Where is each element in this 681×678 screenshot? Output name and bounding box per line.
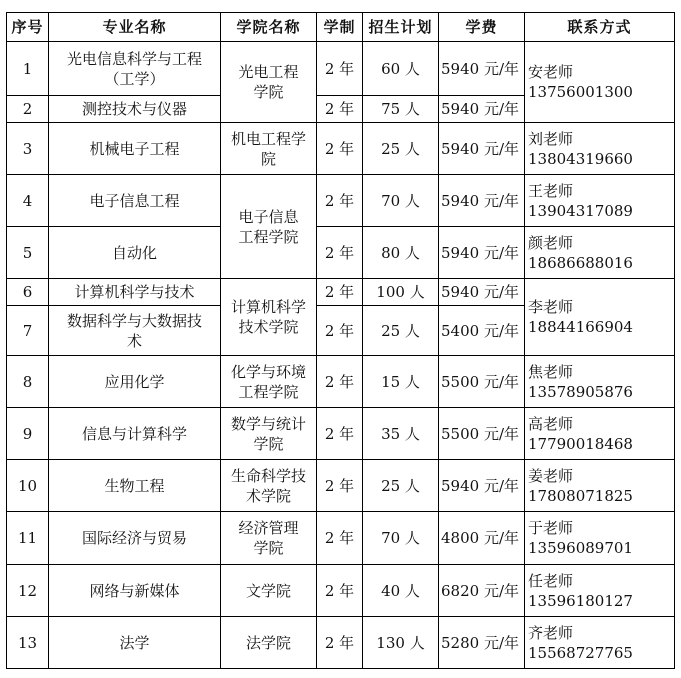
row-number: 6: [7, 279, 49, 306]
college-name: 机电工程学 院: [221, 123, 317, 175]
enrollment-plan: 100 人: [363, 279, 439, 306]
college-name: 光电工程 学院: [221, 42, 317, 123]
enrollment-plan: 15 人: [363, 356, 439, 408]
study-years: 2 年: [317, 96, 363, 123]
table-row: [7, 42, 675, 96]
tuition-fee: 5500 元/年: [439, 408, 525, 460]
study-years: 2 年: [317, 460, 363, 512]
row-number: 3: [7, 123, 49, 175]
major-name: 光电信息科学与工程 （工学）: [49, 42, 221, 96]
header-cell-years: 学制: [317, 13, 363, 42]
table-row: [7, 279, 675, 306]
enrollment-table: [6, 12, 675, 669]
college-name: 经济管理 学院: [221, 512, 317, 565]
study-years: 2 年: [317, 565, 363, 617]
enrollment-plan: 70 人: [363, 512, 439, 565]
major-name: 网络与新媒体: [49, 565, 221, 617]
major-name: 国际经济与贸易: [49, 512, 221, 565]
enrollment-plan: 60 人: [363, 42, 439, 96]
table-row: [7, 565, 675, 617]
college-name: 电子信息 工程学院: [221, 175, 317, 279]
enrollment-plan: 25 人: [363, 123, 439, 175]
contact-info: 任老师 13596180127: [525, 565, 675, 617]
header-cell-fee: 学费: [439, 13, 525, 42]
tuition-fee: 5940 元/年: [439, 123, 525, 175]
study-years: 2 年: [317, 42, 363, 96]
header-row: [7, 13, 675, 42]
header-cell-plan: 招生计划: [363, 13, 439, 42]
contact-info: 刘老师 13804319660: [525, 123, 675, 175]
major-name: 法学: [49, 617, 221, 669]
enrollment-plan: 75 人: [363, 96, 439, 123]
enrollment-plan: 80 人: [363, 227, 439, 279]
row-number: 2: [7, 96, 49, 123]
contact-info: 李老师 18844166904: [525, 279, 675, 356]
contact-info: 王老师 13904317089: [525, 175, 675, 227]
table-row: [7, 460, 675, 512]
table-row: [7, 408, 675, 460]
enrollment-plan: 130 人: [363, 617, 439, 669]
study-years: 2 年: [317, 617, 363, 669]
college-name: 化学与环境 工程学院: [221, 356, 317, 408]
contact-info: 高老师 17790018468: [525, 408, 675, 460]
table-row: [7, 617, 675, 669]
enrollment-plan: 25 人: [363, 460, 439, 512]
contact-info: 姜老师 17808071825: [525, 460, 675, 512]
table-row: [7, 227, 675, 279]
row-number: 5: [7, 227, 49, 279]
major-name: 测控技术与仪器: [49, 96, 221, 123]
study-years: 2 年: [317, 227, 363, 279]
contact-info: 安老师 13756001300: [525, 42, 675, 123]
table-row: [7, 356, 675, 408]
major-name: 数据科学与大数据技 术: [49, 306, 221, 356]
row-number: 9: [7, 408, 49, 460]
college-name: 文学院: [221, 565, 317, 617]
tuition-fee: 5940 元/年: [439, 227, 525, 279]
tuition-fee: 5280 元/年: [439, 617, 525, 669]
contact-info: 焦老师 13578905876: [525, 356, 675, 408]
enrollment-plan: 25 人: [363, 306, 439, 356]
header-cell-no: 序号: [7, 13, 49, 42]
major-name: 机械电子工程: [49, 123, 221, 175]
study-years: 2 年: [317, 123, 363, 175]
college-name: 生命科学技 术学院: [221, 460, 317, 512]
row-number: 4: [7, 175, 49, 227]
study-years: 2 年: [317, 408, 363, 460]
contact-info: 颜老师 18686688016: [525, 227, 675, 279]
tuition-fee: 5400 元/年: [439, 306, 525, 356]
major-name: 计算机科学与技术: [49, 279, 221, 306]
enrollment-plan: 35 人: [363, 408, 439, 460]
table-row: [7, 512, 675, 565]
tuition-fee: 4800 元/年: [439, 512, 525, 565]
header-cell-major: 专业名称: [49, 13, 221, 42]
row-number: 13: [7, 617, 49, 669]
major-name: 应用化学: [49, 356, 221, 408]
tuition-fee: 5500 元/年: [439, 356, 525, 408]
major-name: 自动化: [49, 227, 221, 279]
study-years: 2 年: [317, 175, 363, 227]
row-number: 8: [7, 356, 49, 408]
study-years: 2 年: [317, 356, 363, 408]
tuition-fee: 5940 元/年: [439, 42, 525, 96]
study-years: 2 年: [317, 279, 363, 306]
college-name: 计算机科学 技术学院: [221, 279, 317, 356]
major-name: 电子信息工程: [49, 175, 221, 227]
enrollment-plan: 70 人: [363, 175, 439, 227]
contact-info: 齐老师 15568727765: [525, 617, 675, 669]
header-cell-contact: 联系方式: [525, 13, 675, 42]
row-number: 7: [7, 306, 49, 356]
college-name: 数学与统计 学院: [221, 408, 317, 460]
enrollment-plan: 40 人: [363, 565, 439, 617]
row-number: 12: [7, 565, 49, 617]
contact-info: 于老师 13596089701: [525, 512, 675, 565]
tuition-fee: 6820 元/年: [439, 565, 525, 617]
table-row: [7, 123, 675, 175]
row-number: 1: [7, 42, 49, 96]
row-number: 10: [7, 460, 49, 512]
row-number: 11: [7, 512, 49, 565]
college-name: 法学院: [221, 617, 317, 669]
major-name: 信息与计算科学: [49, 408, 221, 460]
tuition-fee: 5940 元/年: [439, 279, 525, 306]
tuition-fee: 5940 元/年: [439, 175, 525, 227]
study-years: 2 年: [317, 306, 363, 356]
study-years: 2 年: [317, 512, 363, 565]
tuition-fee: 5940 元/年: [439, 460, 525, 512]
header-cell-college: 学院名称: [221, 13, 317, 42]
table-row: [7, 175, 675, 227]
major-name: 生物工程: [49, 460, 221, 512]
tuition-fee: 5940 元/年: [439, 96, 525, 123]
